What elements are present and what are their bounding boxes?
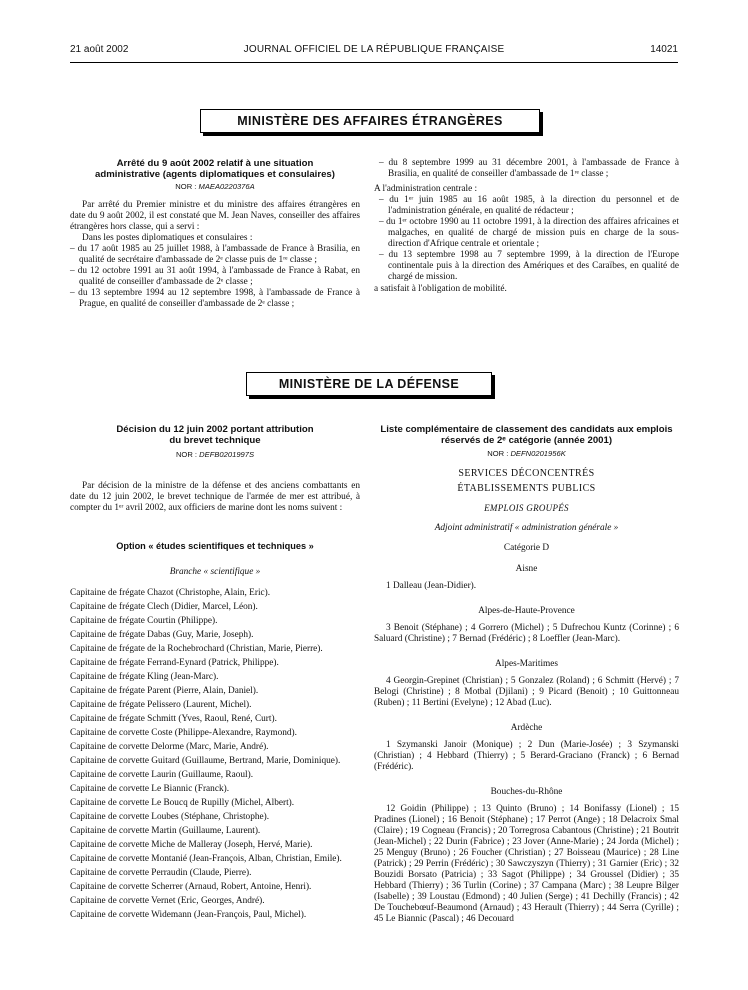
officer-entry: Capitaine de frégate Clech (Didier, Marcel, Léon). xyxy=(70,602,258,612)
department-candidates: 1 Dalleau (Jean-Didier). xyxy=(386,581,477,591)
option-heading: Option « études scientifiques et techniques » xyxy=(116,541,314,551)
list-title: Liste complémentaire de classement des candidats aux emplois réservés de 2ᵉ catégorie (année 2001) xyxy=(380,424,673,446)
officer-entry: Capitaine de corvette Perraudin (Claude, Pierre). xyxy=(70,868,252,878)
post-item: – du 8 septembre 1999 au 31 décembre 2001, à l'ambassade de France à Brasilia, en qualité de conseiller d'ambassade de 1ʳᵉ classe ; xyxy=(379,158,679,179)
posts-label: Dans les postes diplomatiques et consulaires : xyxy=(82,233,253,243)
nor-code: DEFB0201997S xyxy=(199,450,255,459)
officer-entry: Capitaine de corvette Scherrer (Arnaud, Robert, Antoine, Henri). xyxy=(70,882,312,892)
foreign-affairs-left-column xyxy=(70,158,360,310)
officer-entry: Capitaine de frégate Kling (Jean-Marc). xyxy=(70,672,219,682)
central-item: – du 1ᵉʳ juin 1985 au 16 août 1985, à la direction du personnel et de l'administration générale, en qualité de rédacteur ; xyxy=(379,195,679,216)
central-item: – du 1ᵉʳ octobre 1990 au 11 octobre 1991, à la direction des affaires africaines et malgaches, en qualité de chargé de mission puis en charge de la sous-direction d'Afrique centrale et orientale ; xyxy=(379,217,679,249)
officer-entry: Capitaine de corvette Martin (Guillaume, Laurent). xyxy=(70,826,261,836)
officer-entry: Capitaine de frégate Chazot (Christophe, Alain, Eric). xyxy=(70,588,271,598)
header-rule xyxy=(70,62,678,63)
department-name: Aisne xyxy=(515,564,538,574)
department-name: Bouches-du-Rhône xyxy=(490,787,563,797)
officer-entry: Capitaine de corvette Loubes (Stéphane, Christophe). xyxy=(70,812,270,822)
establishments-heading: ÉTABLISSEMENTS PUBLICS xyxy=(457,483,596,494)
department-name: Alpes-de-Haute-Provence xyxy=(478,606,575,616)
nor-reference: NOR : DEFN0201956K xyxy=(487,449,566,458)
nor-code: MAEA0220376A xyxy=(198,182,255,191)
officer-entry: Capitaine de corvette Miche de Malleray (Joseph, Hervé, Marie). xyxy=(70,840,313,850)
department-candidates: 3 Benoit (Stéphane) ; 4 Gorrero (Michel) ; 5 Dufrechou Kuntz (Corinne) ; 6 Saluard (Christine) ; 7 Bernad (Frédéric) ; 8 Loeffler (Jean-Marc). xyxy=(374,623,679,644)
officer-entry: Capitaine de frégate Courtin (Philippe). xyxy=(70,616,218,626)
ministry-name: MINISTÈRE DES AFFAIRES ÉTRANGÈRES xyxy=(237,114,503,128)
job-heading: Adjoint administratif « administration générale » xyxy=(434,523,619,533)
department-list xyxy=(374,564,679,925)
decision-intro: Par décision de la ministre de la défense et des anciens combattants en date du 12 juin 2002, le brevet technique de l'armée de mer est attribué, à compter du 1ᵉʳ avril 2002, aux officiers de marine dont les noms suivent : xyxy=(70,481,360,513)
officer-entry: Capitaine de frégate Ferrand-Eynard (Patrick, Philippe). xyxy=(70,658,279,668)
category-heading: Catégorie D xyxy=(503,543,550,553)
department-candidates: 4 Georgin-Grepinet (Christian) ; 5 Gonzalez (Roland) ; 6 Schmitt (Hervé) ; 7 Belogi (Christine) ; 8 Motbal (Djilani) ; 9 Picard (Benoit) ; 10 Guittonneau (Ruben) ; 11 Bertini (Evelyne) ; 12 Abad (Luc). xyxy=(374,676,679,708)
department-name: Ardèche xyxy=(510,723,543,733)
services-heading: SERVICES DÉCONCENTRÉS xyxy=(458,468,595,479)
officer-entry: Capitaine de corvette Guitard (Guillaume, Bertrand, Marie, Dominique). xyxy=(70,756,341,766)
journal-title: JOURNAL OFFICIEL DE LA RÉPUBLIQUE FRANÇAISE xyxy=(243,44,505,55)
running-header xyxy=(70,40,678,58)
officer-entry: Capitaine de frégate Dabas (Guy, Marie, Joseph). xyxy=(70,630,254,640)
decree-title: Arrêté du 9 août 2002 relatif à une situation administrative (agents diplomatiques et consulaires) xyxy=(95,158,335,180)
conclusion: a satisfait à l'obligation de mobilité. xyxy=(374,284,507,294)
groups-heading: EMPLOIS GROUPÉS xyxy=(484,503,569,513)
decision-title: Décision du 12 juin 2002 portant attribution du brevet technique xyxy=(116,424,314,446)
post-item: – du 12 octobre 1991 au 31 août 1994, à l'ambassade de France à Rabat, en qualité de conseiller d'ambassade de 2ᵉ classe ; xyxy=(70,266,360,287)
department-candidates: 12 Goidin (Philippe) ; 13 Quinto (Bruno) ; 14 Bonifassy (Lionel) ; 15 Pradines (Lionel) ; 16 Benoit (Stéphane) ; 17 Perrot (Ange) ; 18 Delacroix Smal (Claire) ; 19 Cogneau (Francis) ; 20 Torregrosa Cabantous (Christine) ; 21 Boutrit (Jean-Michel) ; 22 Durin (Fabrice) ; 23 Jover (Anne-Marie) ; 24 Jorda (Michel) ; 25 Menguy (Bruno) ; 26 Foucher (Christian) ; 27 Boisseau (Maurice) ; 28 Line (Patrick) ; 29 Perrin (Frédéric) ; 30 Sawczyszyn (Thierry) ; 31 Garnier (Eric) ; 32 Bouzidi Borsato (Patricia) ; 33 Sagot (Philippe) ; 34 Groussel (Didier) ; 35 Hebbard (Thierry) ; 36 Turlin (Corine) ; 37 Campana (Marc) ; 38 Leupre Bilger (Isabelle) ; 39 Loustau (Edmond) ; 40 Julien (Serge) ; 41 Dechilly (Francis) ; 42 De Touchebœuf-Beaumond (Arnaud) ; 43 Herault (Thierry) ; 44 Serra (Cyrille) ; 45 Le Biannic (Pascal) ; 46 Decouard xyxy=(374,804,679,924)
officer-entry: Capitaine de frégate Parent (Pierre, Alain, Daniel). xyxy=(70,686,259,696)
officer-entry: Capitaine de corvette Le Biannic (Franck). xyxy=(70,784,230,794)
department-candidates: 1 Szymanski Janoir (Monique) ; 2 Dun (Marie-Josée) ; 3 Szymanski (Christian) ; 4 Hebbard (Thierry) ; 5 Berard-Graciano (Franck) ; 6 Bernad (Frédéric). xyxy=(374,740,679,772)
officer-entry: Capitaine de corvette Widemann (Jean-François, Paul, Michel). xyxy=(70,910,307,920)
nor-code: DEFN0201956K xyxy=(510,449,566,458)
ministry-banner-foreign-affairs xyxy=(200,109,540,133)
officer-entry: Capitaine de corvette Coste (Philippe-Alexandre, Raymond). xyxy=(70,728,297,738)
defense-left-column xyxy=(70,424,360,924)
officer-entry: Capitaine de frégate Schmitt (Yves, Raoul, René, Curt). xyxy=(70,714,277,724)
officer-entry: Capitaine de corvette Montanié (Jean-François, Alban, Christian, Emile). xyxy=(70,854,342,864)
post-item: – du 17 août 1985 au 25 juillet 1988, à l'ambassade de France à Brasilia, en qualité de secrétaire d'ambassade de 2ᵉ classe puis de 1ʳᵉ classe ; xyxy=(70,244,360,265)
central-label: A l'administration centrale : xyxy=(374,184,478,194)
decree-intro: Par arrêté du Premier ministre et du ministre des affaires étrangères en date du 9 août 2002, il est constaté que M. Jean Naves, conseiller des affaires étrangères hors classe, qui a servi : xyxy=(70,200,360,232)
officer-entry: Capitaine de corvette Vernet (Eric, Georges, André). xyxy=(70,896,265,906)
foreign-affairs-right-column xyxy=(374,158,679,295)
ministry-name: MINISTÈRE DE LA DÉFENSE xyxy=(278,377,460,391)
central-item: – du 13 septembre 1998 au 7 septembre 1999, à la direction de l'Europe continentale puis à la direction des Amériques et des Caraïbes, en qualité de chargé de mission. xyxy=(379,250,679,282)
officer-entry: Capitaine de corvette Delorme (Marc, Marie, André). xyxy=(70,742,269,752)
officer-list xyxy=(70,588,360,921)
officer-entry: Capitaine de corvette Laurin (Guillaume, Raoul). xyxy=(70,770,254,780)
issue-date: 21 août 2002 xyxy=(70,44,129,55)
department-name: Alpes-Maritimes xyxy=(495,659,558,669)
branch-heading: Branche « scientifique » xyxy=(169,567,261,577)
defense-right-column xyxy=(374,424,679,925)
nor-reference: NOR : MAEA0220376A xyxy=(175,182,255,191)
officer-entry: Capitaine de frégate de la Rochebrochard (Christian, Marie, Pierre). xyxy=(70,644,323,654)
officer-entry: Capitaine de frégate Pelissero (Laurent, Michel). xyxy=(70,700,252,710)
page-number: 14021 xyxy=(650,44,678,55)
officer-entry: Capitaine de corvette Le Boucq de Rupilly (Michel, Albert). xyxy=(70,798,295,808)
ministry-banner-defense xyxy=(246,372,492,396)
nor-reference: NOR : DEFB0201997S xyxy=(175,450,255,459)
post-item: – du 13 septembre 1994 au 12 septembre 1998, à l'ambassade de France à Prague, en qualité de conseiller d'ambassade de 2ᵉ classe ; xyxy=(70,288,360,309)
